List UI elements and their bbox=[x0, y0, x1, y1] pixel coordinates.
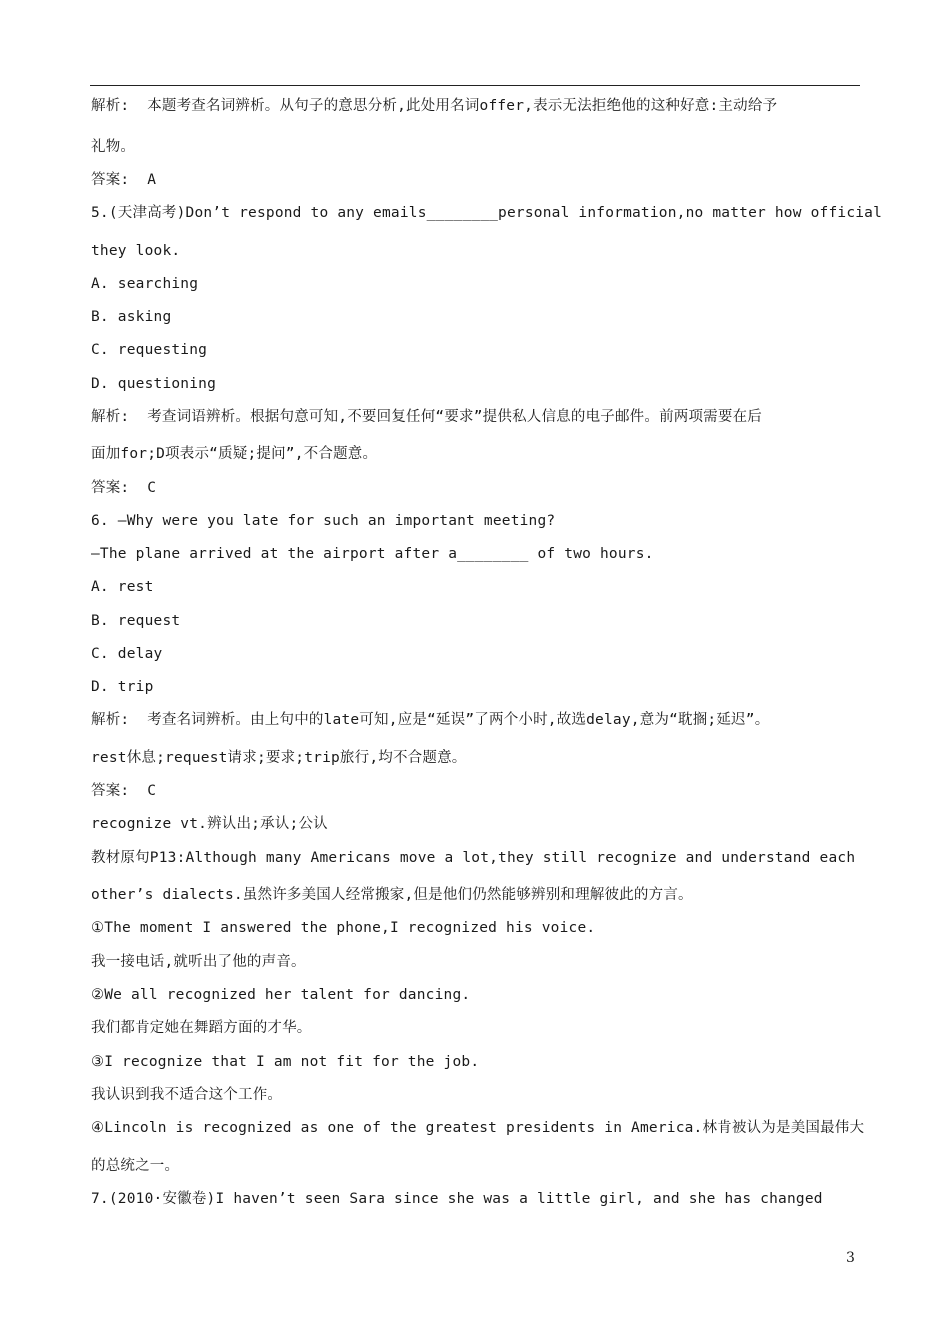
text-line: 5.(天津高考)Don’t respond to any emails________personal information,no matter how official bbox=[91, 205, 883, 221]
text-line: A. searching bbox=[91, 276, 199, 292]
text-line: rest休息;request请求;要求;trip旅行,均不合题意。 bbox=[91, 750, 467, 766]
text-line: B. asking bbox=[91, 309, 172, 325]
text-line: D. questioning bbox=[91, 376, 217, 392]
text-line: ①The moment I answered the phone,I recognized his voice. bbox=[91, 920, 596, 936]
text-line: —The plane arrived at the airport after a________ of two hours. bbox=[91, 546, 654, 562]
text-line: B. request bbox=[91, 613, 181, 629]
text-line: 我们都肯定她在舞蹈方面的才华。 bbox=[91, 1020, 312, 1036]
header-rule bbox=[90, 85, 860, 86]
text-line: D. trip bbox=[91, 679, 154, 695]
text-line: ②We all recognized her talent for dancing. bbox=[91, 987, 471, 1003]
text-line: ③I recognize that I am not fit for the job. bbox=[91, 1054, 480, 1070]
text-line: recognize vt.辨认出;承认;公认 bbox=[91, 816, 328, 832]
text-line: 礼物。 bbox=[91, 139, 136, 155]
text-line: 的总统之一。 bbox=[91, 1158, 180, 1174]
page-number: 3 bbox=[846, 1250, 855, 1266]
text-line: other’s dialects.虽然许多美国人经常搬家,但是他们仍然能够辨别和理解彼此的方言。 bbox=[91, 887, 693, 903]
text-line: A. rest bbox=[91, 579, 154, 595]
text-line: 教材原句P13:Although many Americans move a lot,they still recognize and understand each bbox=[91, 850, 856, 866]
text-line: ④Lincoln is recognized as one of the greatest presidents in America.林肯被认为是美国最伟大 bbox=[91, 1120, 865, 1136]
text-line: 7.(2010·安徽卷)I haven’t seen Sara since she was a little girl, and she has changed bbox=[91, 1191, 823, 1207]
text-line: 我认识到我不适合这个工作。 bbox=[91, 1087, 283, 1103]
text-line: they look. bbox=[91, 243, 181, 259]
text-line: 答案: A bbox=[91, 172, 157, 188]
text-line: 我一接电话,就听出了他的声音。 bbox=[91, 954, 306, 970]
text-line: 解析: 本题考查名词辨析。从句子的意思分析,此处用名词offer,表示无法拒绝他的这种好意:主动给予 bbox=[91, 98, 778, 114]
text-line: C. requesting bbox=[91, 342, 208, 358]
text-line: 面加for;D项表示“质疑;提问”,不合题意。 bbox=[91, 446, 378, 462]
text-line: 答案: C bbox=[91, 783, 157, 799]
text-line: 6. —Why were you late for such an important meeting? bbox=[91, 513, 556, 529]
text-line: 答案: C bbox=[91, 480, 157, 496]
text-line: C. delay bbox=[91, 646, 163, 662]
text-line: 解析: 考查名词辨析。由上句中的late可知,应是“延误”了两个小时,故选delay,意为“耽搁;延迟”。 bbox=[91, 712, 770, 728]
text-line: 解析: 考查词语辨析。根据句意可知,不要回复任何“要求”提供私人信息的电子邮件。前两项需要在后 bbox=[91, 409, 762, 425]
